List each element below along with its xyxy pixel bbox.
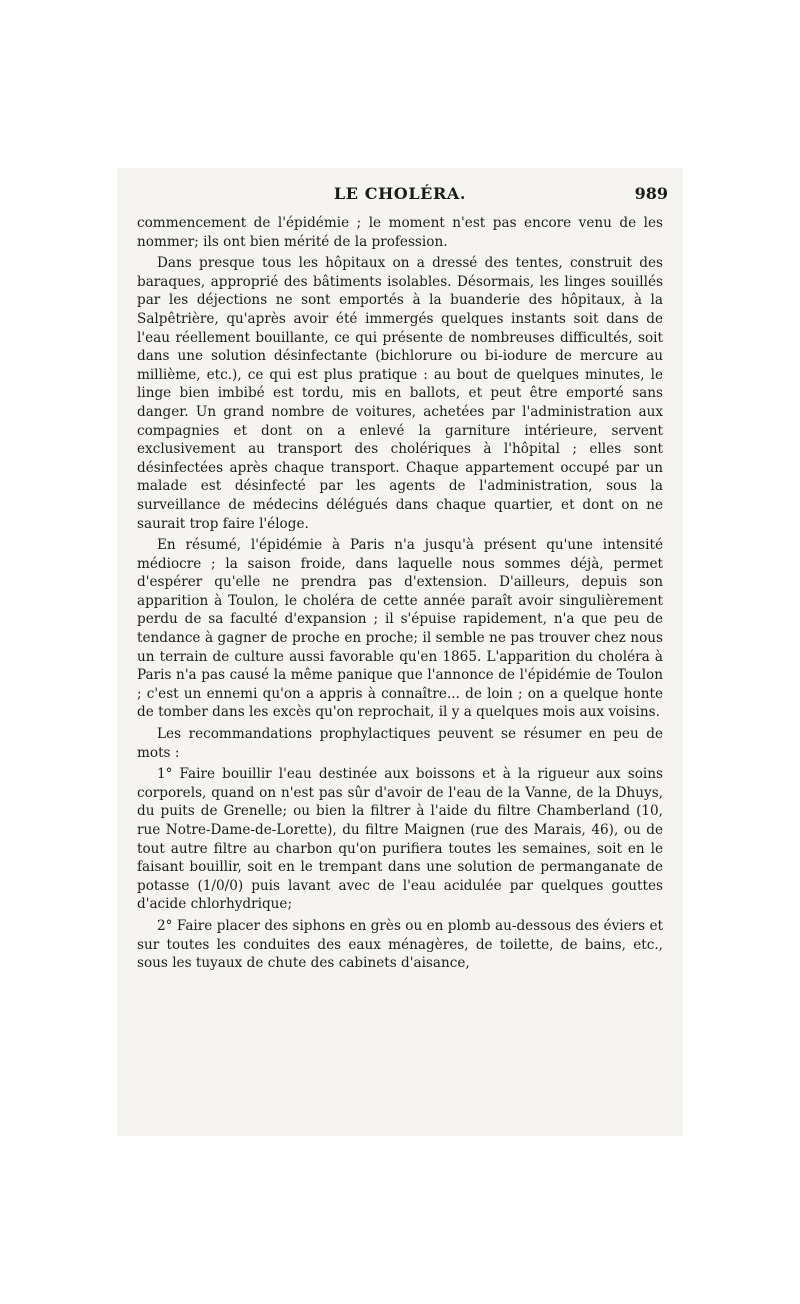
paragraph-recommendations-intro: Les recommandations prophylactiques peuvent se résumer en peu de mots : [137, 726, 663, 761]
paragraph-continuation: commencement de l'épidémie ; le moment n'est pas encore venu de les nommer; ils ont bien mérité de la profession. [137, 215, 663, 250]
body-text [137, 214, 663, 976]
paragraph-recommendation-1: 1° Faire bouillir l'eau destinée aux boissons et à la rigueur aux soins corporels, quand on n'est pas sûr d'avoir de l'eau de la Vanne, de la Dhuys, du puits de Grenelle; ou bien la filtrer à l'aide du filtre Chamberland (10, rue Notre-Dame-de-Lorette), du filtre Maignen (rue des Marais, 46), ou de tout autre filtre au charbon qu'on purifiera toutes les semaines, soit en le faisant bouillir, soit en le trempant dans une solution de permanganate de potasse (1/0/0) puis lavant avec de l'eau acidulée par quelques gouttes d'acide chlorhydrique; [137, 766, 663, 913]
book-page [117, 168, 683, 1136]
running-header [117, 184, 683, 206]
page-number: 989 [634, 184, 668, 203]
paragraph-hospitals: Dans presque tous les hôpitaux on a dressé des tentes, construit des baraques, approprié des bâtiments isolables. Désormais, les linges souillés par les déjections ne sont emportés à la buanderie des hôpitaux, à la Salpêtrière, qu'après avoir été immergés quelques instants soit dans de l'eau réellement bouillante, ce qui présente de nombreuses difficultés, soit dans une solution désinfectante (bichlorure ou bi-iodure de mercure au millième, etc.), ce qui est plus pratique : au bout de quelques minutes, le linge bien imbibé est tordu, mis en ballots, et peut être emporté sans danger. Un grand nombre de voitures, achetées par l'administration aux compagnies et dont on a enlevé la garniture intérieure, servent exclusivement au transport des cholériques à l'hôpital ; elles sont désinfectées après chaque transport. Chaque appartement occupé par un malade est désinfecté par les agents de l'administration, sous la surveillance de médecins délégués dans chaque quartier, et dont on ne saurait trop faire l'éloge. [137, 255, 663, 532]
paragraph-recommendation-2: 2° Faire placer des siphons en grès ou en plomb au-dessous des éviers et sur toutes les conduites des eaux ménagères, de toilette, de bains, etc., sous les tuyaux de chute des cabinets d'aisance, [137, 917, 663, 972]
running-title: LE CHOLÉRA. [333, 184, 467, 203]
paragraph-summary: En résumé, l'épidémie à Paris n'a jusqu'à présent qu'une intensité médiocre ; la saison froide, dans laquelle nous sommes déjà, permet d'espérer qu'elle ne prendra pas d'extension. D'ailleurs, depuis son apparition à Toulon, le choléra de cette année paraît avoir singulièrement perdu de sa faculté d'expansion ; il s'épuise rapidement, n'a que peu de tendance à gagner de proche en proche; il semble ne pas trouver chez nous un terrain de culture aussi favorable qu'en 1865. L'apparition du choléra à Paris n'a pas causé la même panique que l'annonce de l'épidémie de Toulon ; c'est un ennemi qu'on a appris à connaître... de loin ; on a quelque honte de tomber dans les excès qu'on reprochait, il y a quelques mois aux voisins. [137, 537, 663, 721]
